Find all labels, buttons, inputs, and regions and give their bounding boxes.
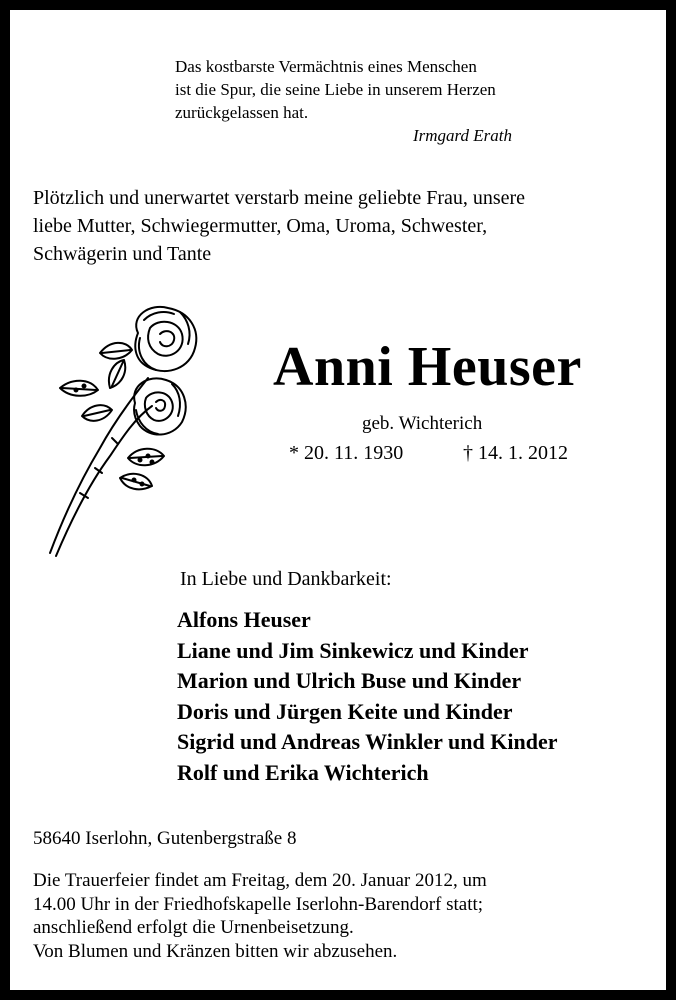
mourner-entry: Liane und Jim Sinkewicz und Kinder [177, 637, 529, 663]
rose-illustration-icon [40, 298, 210, 563]
quote-author: Irmgard Erath [413, 126, 513, 145]
funeral-line-4: Von Blumen und Kränzen bitten wir abzusehen. [33, 940, 398, 962]
mourner-entry: Alfons Heuser [177, 607, 311, 632]
quote-line-1: Das kostbarste Vermächtnis eines Menschen [175, 57, 477, 76]
funeral-details [33, 869, 487, 963]
gratitude-heading: In Liebe und Dankbarkeit: [180, 568, 392, 590]
funeral-line-1: Die Trauerfeier findet am Freitag, dem 20. Januar 2012, um [33, 870, 487, 891]
intro-line-1: Plötzlich und unerwartet verstarb meine geliebte Frau, unsere [33, 187, 526, 209]
memorial-quote [175, 55, 496, 124]
intro-text [33, 184, 525, 268]
family-address: 58640 Iserlohn, Gutenbergstraße 8 [33, 828, 297, 849]
funeral-line-3: anschließend erfolgt die Urnenbeisetzung. [33, 917, 354, 938]
mourners-list [177, 605, 557, 788]
quote-line-2: ist die Spur, die seine Liebe in unserem Herzen [175, 80, 496, 99]
mourner-entry: Doris und Jürgen Keite und Kinder [177, 698, 513, 724]
mourner-entry: Sigrid und Andreas Winkler und Kinder [177, 729, 558, 754]
intro-line-3: Schwägerin und Tante [33, 243, 212, 265]
quote-line-3: zurückgelassen hat. [175, 103, 309, 122]
birth-date: * 20. 11. 1930 [289, 442, 404, 464]
maiden-name: geb. Wichterich [362, 413, 483, 434]
deceased-name: Anni Heuser [273, 336, 582, 398]
death-date: † 14. 1. 2012 [463, 442, 568, 464]
mourner-entry: Rolf und Erika Wichterich [177, 759, 429, 785]
mourner-entry: Marion und Ulrich Buse und Kinder [177, 668, 522, 693]
intro-line-2: liebe Mutter, Schwiegermutter, Oma, Uroma, Schwester, [33, 215, 488, 237]
funeral-line-2: 14.00 Uhr in der Friedhofskapelle Iserlohn-Barendorf statt; [33, 893, 484, 915]
